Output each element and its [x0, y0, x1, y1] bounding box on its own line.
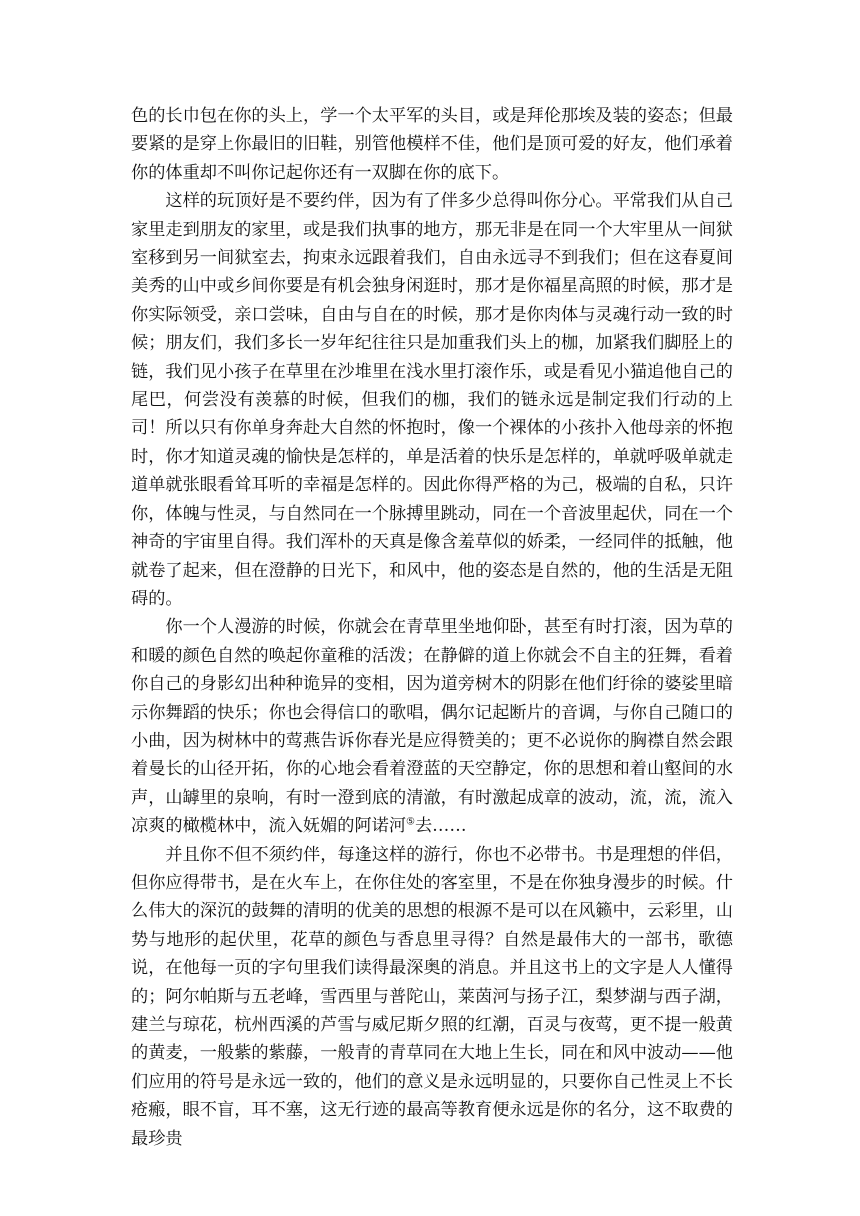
document-page [131, 102, 733, 1153]
paragraph-3-text: 你一个人漫游的时候，你就会在青草里坐地仰卧，甚至有时打滚，因为草的和暖的颜色自然的唤起你童稚的活泼；在静僻的道上你就会不自主的狂舞，看着你自己的身影幻出种种诡异的变相，因为道旁树木的阴影在他们纡徐的婆娑里暗示你舞蹈的快乐；你也会得信口的歌唱，偶尔记起断片的音调，与你自己随口的小曲，因为树林中的莺燕告诉你春光是应得赞美的；更不必说你的胸襟自然会跟着曼长的山径开拓，你的心地会看着澄蓝的天空静定，你的思想和着山壑间的水声，山罅里的泉响，有时一澄到底的清澈，有时激起成章的波动，流，流，流入凉爽的橄榄林中，流入妩媚的阿诺河 [131, 617, 733, 837]
paragraph-3 [131, 613, 733, 840]
footnote-marker[interactable]: ⑤ [406, 816, 415, 828]
paragraph-4: 并且你不但不须约伴，每逢这样的游行，你也不必带书。书是理想的伴侣，但你应得带书，是在火车上，在你住处的客室里，不是在你独身漫步的时候。什么伟大的深沉的鼓舞的清明的优美的思想的根源不是可以在风籁中，云彩里，山势与地形的起伏里，花草的颜色与香息里寻得？自然是最伟大的一部书，歌德说，在他每一页的字句里我们读得最深奥的消息。并且这书上的文字是人人懂得的；阿尔帕斯与五老峰，雪西里与普陀山，莱茵河与扬子江，梨梦湖与西子湖，建兰与琼花，杭州西溪的芦雪与威尼斯夕照的红潮，百灵与夜莺，更不提一般黄的黄麦，一般紫的紫藤，一般青的青草同在大地上生长，同在和风中波动——他们应用的符号是永远一致的，他们的意义是永远明显的，只要你自己性灵上不长疮瘢，眼不盲，耳不塞，这无行迹的最高等教育便永远是你的名分，这不取费的最珍贵 [131, 844, 733, 1149]
paragraph-1: 色的长巾包在你的头上，学一个太平军的头目，或是拜伦那埃及装的姿态；但最要紧的是穿上你最旧的旧鞋，别管他模样不佳，他们是顶可爱的好友，他们承着你的体重却不叫你记起你还有一双脚在你的底下。 [131, 106, 733, 183]
paragraph-2: 这样的玩顶好是不要约伴，因为有了伴多少总得叫你分心。平常我们从自己家里走到朋友的家里，或是我们执事的地方，那无非是在同一个大牢里从一间狱室移到另一间狱室去，拘束永远跟着我们，自由永远寻不到我们；但在这春夏间美秀的山中或乡间你要是有机会独身闲逛时，那才是你福星高照的时候，那才是你实际领受，亲口尝味，自由与自在的时候，那才是你肉体与灵魂行动一致的时候；朋友们，我们多长一岁年纪往往只是加重我们头上的枷，加紧我们脚胫上的链，我们见小孩子在草里在沙堆里在浅水里打滚作乐，或是看见小猫追他自己的尾巴，何尝没有羡慕的时候，但我们的枷，我们的链永远是制定我们行动的上司！所以只有你单身奔赴大自然的怀抱时，像一个裸体的小孩扑入他母亲的怀抱时，你才知道灵魂的愉快是怎样的，单是活着的快乐是怎样的，单就呼吸单就走道单就张眼看耸耳听的幸福是怎样的。因此你得严格的为己，极端的自私，只许你，体魄与性灵，与自然同在一个脉搏里跳动，同在一个音波里起伏，同在一个神奇的宇宙里自得。我们浑朴的天真是像含羞草似的娇柔，一经同伴的抵触，他就卷了起来，但在澄静的日光下，和风中，他的姿态是自然的，他的生活是无阻碍的。 [131, 191, 733, 609]
paragraph-3-tail: 去…… [414, 816, 467, 837]
